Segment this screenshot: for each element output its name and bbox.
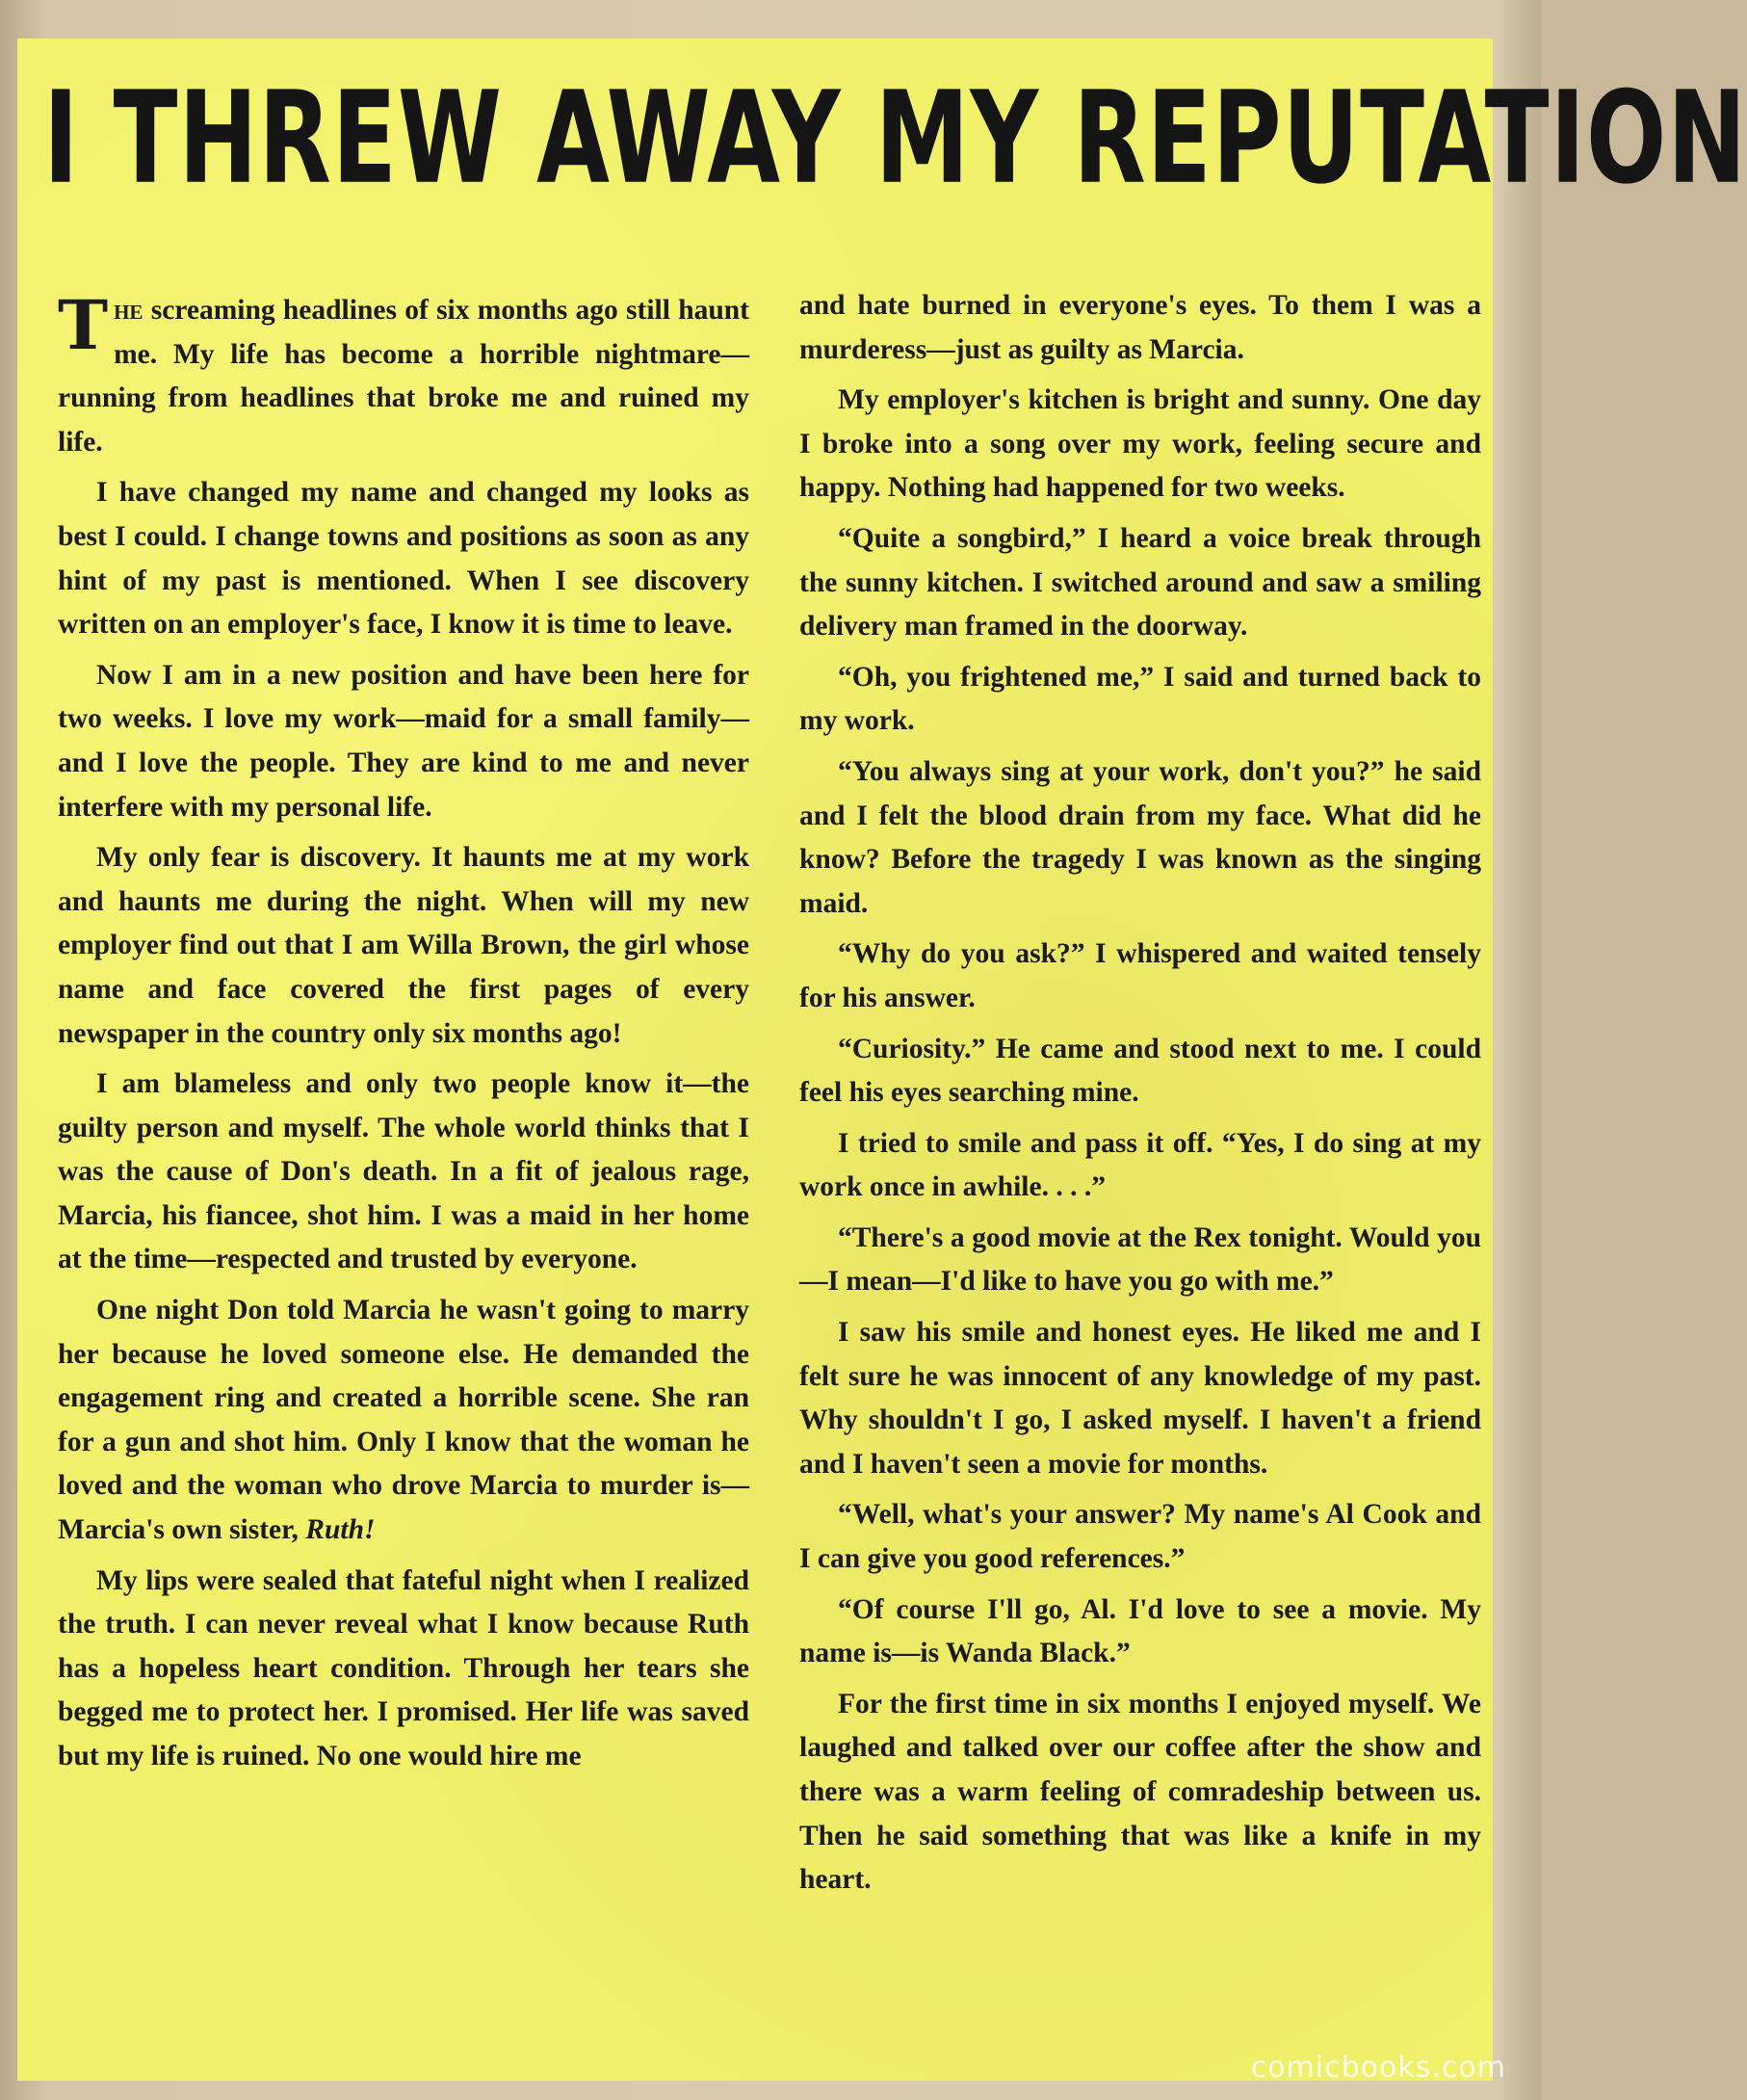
paragraph-9: My employer's kitchen is bright and sunny. One day I broke into a song over my work, feeling secure and happy. Nothing had happened for two weeks. [799, 384, 1481, 504]
paragraph-19: “Of course I'll go, Al. I'd love to see a movie. My name is—is Wanda Black.” [799, 1593, 1481, 1669]
paragraph-20: For the first time in six months I enjoyed myself. We laughed and talked over our coffee after the show and there was a warm feeling of comradeship between us. Then he said something that was like a knife in my heart. [799, 1688, 1481, 1896]
paragraph-12: “You always sing at your work, don't you?” he said and I felt the blood drain from my face. What did he know? Before the tragedy I was known as the singing maid. [799, 755, 1481, 919]
drop-cap: T [58, 285, 109, 365]
site-watermark: comicbooks.com [1250, 2051, 1506, 2085]
paragraph-2: I have changed my name and changed my looks as best I could. I change towns and positions as soon as any hint of my past is mentioned. When I see discovery written on an employer's face, I know it is time to leave. [58, 477, 749, 641]
paragraph-10: “Quite a songbird,” I heard a voice break through the sunny kitchen. I switched around and saw a smiling delivery man framed in the doorway. [799, 522, 1481, 643]
paragraph-4: My only fear is discovery. It haunts me at my work and haunts me during the night. When will my new employer find out that I am Willa Brown, the girl whose name and face covered the first pages of every newspaper in the country only six months ago! [58, 842, 749, 1049]
paragraph-16: “There's a good movie at the Rex tonight. Would you—I mean—I'd like to have you go with me.” [799, 1221, 1481, 1298]
paragraph-13: “Why do you ask?” I whispered and waited tensely for his answer. [799, 938, 1481, 1013]
paragraph-1 [58, 285, 749, 464]
paragraph-11: “Oh, you frightened me,” I said and turned back to my work. [799, 661, 1481, 737]
right-column [799, 284, 1481, 1909]
paragraph-7: My lips were sealed that fateful night when I realized the truth. I can never reveal what I know because Ruth has a hopeless heart condition. Through her tears she begged me to protect her. I promised. Her life was saved but my life is ruined. No one would hire me [58, 1564, 749, 1772]
left-column [58, 285, 749, 1786]
paragraph-8: and hate burned in everyone's eyes. To them I was a murderess—just as guilty as Marcia. [799, 290, 1481, 365]
paragraph-15: I tried to smile and pass it off. “Yes, I do sing at my work once in awhile. . . .” [799, 1127, 1481, 1203]
paragraph-3: Now I am in a new position and have been here for two weeks. I love my work—maid for a small family—and I love the people. They are kind to me and never interfere with my personal life. [58, 659, 749, 823]
paragraph-6 [58, 1289, 749, 1553]
paragraph-1-text: screaming headlines of six months ago still haunt me. My life has become a horrible nightmare—running from headlines that broke me and ruined my life. [58, 295, 749, 458]
paragraph-5: I am blameless and only two people know it—the guilty person and myself. The whole world thinks that I was the cause of Don's death. In a fit of jealous rage, Marcia, his fiancee, shot him. I was a maid in her home at the time—respected and trusted by everyone. [58, 1068, 749, 1275]
paragraph-18: “Well, what's your answer? My name's Al Cook and I can give you good references.” [799, 1499, 1481, 1575]
paragraph-6-text: One night Don told Marcia he wasn't going to marry her because he loved someone else. He demanded the engagement ring and created a horrible scene. She ran for a gun and shot him. Only I know that the woman he loved and the woman who drove Marcia to murder is—Marcia's own sister, [58, 1295, 749, 1546]
ruth-name: Ruth! [305, 1514, 376, 1546]
paragraph-14: “Curiosity.” He came and stood next to me. I could feel his eyes searching mine. [799, 1033, 1481, 1109]
paragraph-17: I saw his smile and honest eyes. He liked me and I felt sure he was innocent of any knowledge of my past. Why shouldn't I go, I asked myself. I haven't a friend and I haven't seen a movie for months. [799, 1317, 1481, 1480]
story-headline: I THREW AWAY MY REPUTATION [43, 65, 1747, 214]
drop-cap-rest: he [114, 295, 143, 326]
